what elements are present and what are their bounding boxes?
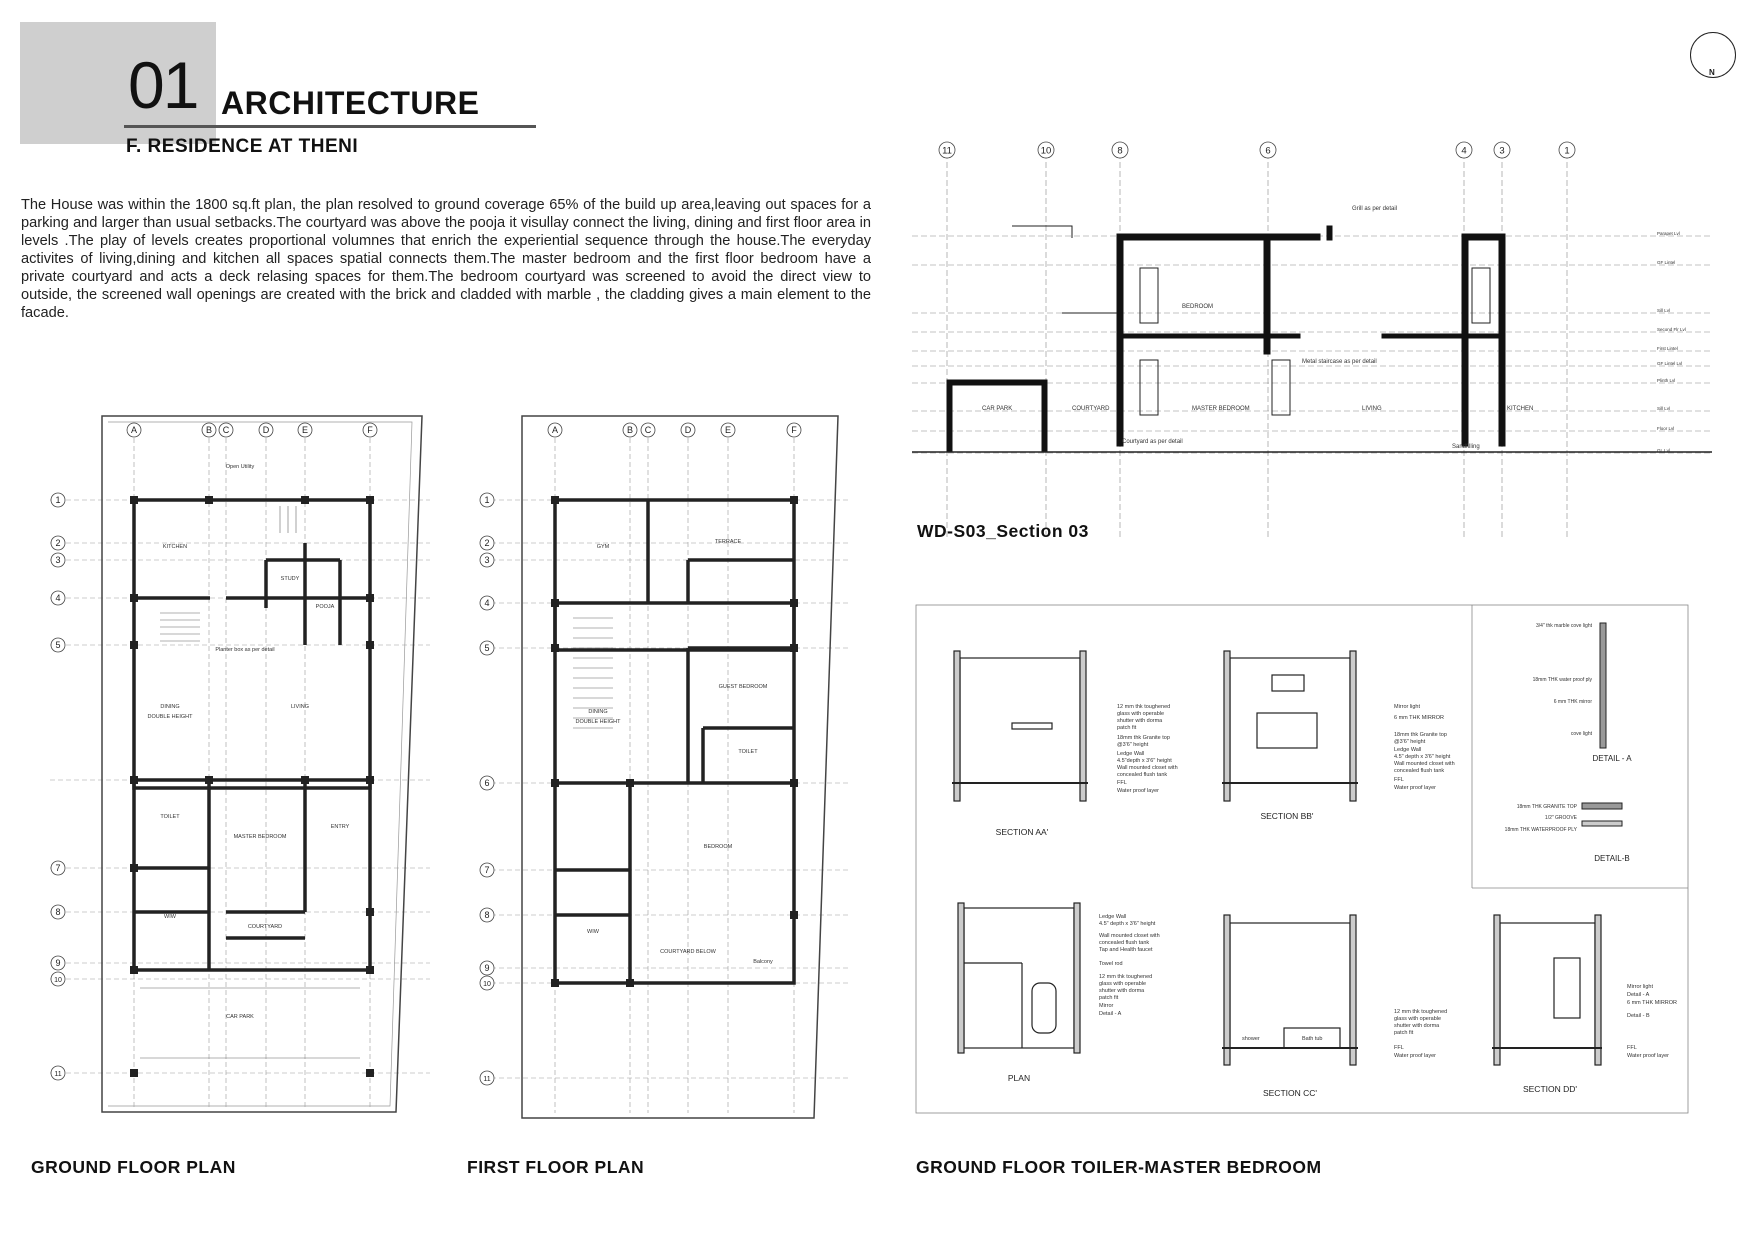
sec-label-grill: Grill as per detail — [1352, 206, 1398, 212]
plan-title: PLAN — [1007, 1073, 1031, 1083]
north-label: N — [1709, 68, 1715, 77]
sec-axis-11: 11 — [942, 145, 952, 157]
sec-axis-4: 4 — [1461, 145, 1467, 157]
sec-axis-6: 6 — [1265, 145, 1271, 157]
gf-label-living: LIVING — [290, 704, 310, 710]
ff-label-dining: DINING — [588, 709, 608, 715]
plan-note-8: shutter with dorma — [1099, 988, 1145, 994]
gf-grid-3: 3 — [55, 555, 61, 565]
ff-label-wiw: WIW — [587, 929, 599, 935]
gf-label-utility: Open Utility — [225, 464, 255, 470]
gf-label-courtyard: COURTYARD — [247, 924, 283, 930]
ff-grid-d: D — [684, 425, 692, 435]
ff-grid-c: C — [644, 425, 652, 435]
plan-note-1: 4.5" depth x 3'6" height — [1099, 921, 1156, 927]
sec-label-living: LIVING — [1362, 406, 1382, 412]
gf-grid-4: 4 — [55, 593, 61, 603]
sec-level-2: Sill Lvl — [1657, 308, 1671, 313]
gf-grid-7: 7 — [55, 863, 61, 873]
detail-a-note-3: cove light — [1570, 731, 1592, 737]
sec-label-staircase: Metal staircase as per detail — [1302, 359, 1377, 365]
sec-label-car-park: CAR PARK — [982, 406, 1013, 412]
plan-note-11: Detail - A — [1099, 1011, 1122, 1017]
sec-level-5: GF Lintel Lvl — [1657, 361, 1683, 366]
aa-note-1: glass with operable — [1117, 711, 1165, 717]
cc-note-3: patch fit — [1394, 1030, 1414, 1036]
aa-note-4: 18mm thk Granite top — [1117, 735, 1170, 741]
sec-level-9: GL Lvl — [1657, 448, 1670, 453]
sec-level-4: First Lintel — [1657, 346, 1678, 351]
cc-note-0: 12 mm thk toughened — [1394, 1009, 1448, 1015]
aa-note-3: patch fit — [1117, 725, 1137, 731]
sec-level-0: Parapet Lvl — [1657, 231, 1680, 236]
sec-axis-10: 10 — [1040, 145, 1052, 157]
sec-label-bedroom: BEDROOM — [1182, 304, 1214, 310]
plan-note-4: Tap and Health faucet — [1099, 947, 1153, 953]
dd-note-0: Mirror light — [1627, 984, 1653, 990]
section-bb-title: SECTION BB' — [1260, 811, 1314, 821]
plan-note-7: glass with operable — [1099, 981, 1147, 987]
ff-grid-8: 8 — [484, 910, 490, 920]
gf-label-double-height: DOUBLE HEIGHT — [147, 714, 193, 720]
bb-note-2: 18mm thk Granite top — [1394, 732, 1447, 738]
north-arrow-icon — [1690, 32, 1736, 78]
gf-grid-8: 8 — [55, 907, 61, 917]
dd-note-4: FFL — [1627, 1045, 1637, 1051]
ff-grid-10: 10 — [483, 981, 491, 988]
gf-label-master-bedroom: MASTER BEDROOM — [233, 834, 287, 840]
detail-a-note-1: 18mm THK water proof ply — [1532, 677, 1592, 683]
project-description: The House was within the 1800 sq.ft plan, the plan resolved to ground coverage 65% of the build up area,leaving out spaces for a parking and larger than usual setbacks.The courtyard was above the pooja it visullay connect the living, dining and first floor area in levels .The play of levels creates proportional volumnes that enrich the experiential sequence through the house.The everyday activites of living,dining and kitchen all spaces spatial connects them.The master bedroom and the first floor bedroom have a private courtyard and acts a deck relasing spaces for them.The bedroom courtyard was screened to avoid the direct view to outside, the screened wall openings are created with the brick and cladded with marble , the cladding gives a main element to the facade. — [21, 197, 871, 321]
ff-grid-f: F — [791, 425, 797, 435]
bb-note-4: Ledge Wall — [1394, 747, 1422, 753]
section-cc-title: SECTION CC' — [1262, 1088, 1318, 1098]
detail-b-note-0: 18mm THK GRANITE TOP — [1516, 804, 1577, 810]
dd-note-2: 6 mm THK MIRROR — [1627, 1000, 1678, 1006]
gf-grid-f: F — [367, 425, 373, 435]
sec-label-courtyard: COURTYARD — [1072, 406, 1110, 412]
plan-note-5: Towel rod — [1099, 961, 1123, 967]
cc-note-5: Water proof layer — [1394, 1053, 1436, 1059]
sec-label-sandfilling: Sandfilling — [1452, 444, 1480, 450]
first-floor-plan — [478, 408, 858, 1130]
sec-level-1: GF Lintel — [1657, 260, 1676, 265]
page-title: ARCHITECTURE — [221, 85, 480, 121]
gf-label-study: STUDY — [280, 576, 300, 582]
gf-grid-d: D — [262, 425, 270, 435]
plan-note-9: patch fit — [1099, 995, 1119, 1001]
detail-a-title: DETAIL - A — [1592, 754, 1632, 763]
detail-a-note-0: 3/4" thk marble cove light — [1536, 623, 1592, 629]
bb-note-7: concealed flush tank — [1394, 768, 1445, 774]
gf-label-kitchen: KITCHEN — [162, 544, 188, 550]
aa-note-7: 4.5"depth x 3'6" height — [1117, 758, 1172, 764]
aa-note-5: @3'6" height — [1117, 742, 1149, 748]
gf-label-dining: DINING — [160, 704, 180, 710]
gf-label-entry: ENTRY — [330, 824, 350, 830]
cc-note-4: FFL — [1394, 1045, 1404, 1051]
bb-note-9: Water proof layer — [1394, 785, 1436, 791]
ground-floor-plan — [40, 408, 440, 1130]
dd-note-1: Detail - A — [1627, 992, 1650, 998]
section-caption: WD-S03_Section 03 — [917, 521, 1089, 541]
cc-note-7: Bath tub — [1302, 1036, 1323, 1042]
ff-label-double-height: DOUBLE HEIGHT — [575, 719, 621, 725]
bb-note-0: Mirror light — [1394, 704, 1420, 710]
toilet-detail-sheet — [912, 603, 1692, 1115]
plan-note-6: 12 mm thk toughened — [1099, 974, 1153, 980]
detail-b-title: DETAIL-B — [1594, 854, 1630, 863]
ff-grid-9: 9 — [484, 963, 490, 973]
gf-grid-11: 11 — [54, 1071, 62, 1078]
cc-note-2: shutter with dorma — [1394, 1023, 1440, 1029]
bb-note-8: FFL — [1394, 777, 1404, 783]
aa-note-11: Water proof layer — [1117, 788, 1159, 794]
ff-grid-b: B — [626, 425, 634, 435]
ff-grid-2: 2 — [484, 538, 490, 548]
gf-label-wiw: WIW — [164, 914, 176, 920]
sec-axis-3: 3 — [1499, 145, 1505, 157]
ff-grid-3: 3 — [484, 555, 490, 565]
gf-grid-2: 2 — [55, 538, 61, 548]
ff-grid-5: 5 — [484, 643, 490, 653]
gf-grid-a: A — [130, 425, 138, 435]
ff-grid-11: 11 — [483, 1076, 491, 1083]
bb-note-5: 4.5" depth x 3'6" height — [1394, 754, 1451, 760]
gf-grid-5: 5 — [55, 640, 61, 650]
bb-note-3: @3'6" height — [1394, 739, 1426, 745]
sec-level-8: Floor Lvl — [1657, 426, 1675, 431]
first-floor-caption: FIRST FLOOR PLAN — [467, 1157, 645, 1177]
gf-label-pooja: POOJA — [315, 604, 335, 610]
sec-level-3: Second Flr Lvl — [1657, 327, 1686, 332]
gf-label-planter: Planter box as per detail — [215, 647, 275, 653]
dd-note-5: Water proof layer — [1627, 1053, 1669, 1059]
section-dd-title: SECTION DD' — [1522, 1084, 1578, 1094]
ff-label-balcony: Balcony — [753, 959, 773, 965]
aa-note-0: 12 mm thk toughened — [1117, 704, 1171, 710]
ff-label-bedroom: BEDROOM — [703, 844, 733, 850]
ff-label-toilet: TOILET — [738, 749, 758, 755]
plan-note-3: concealed flush tank — [1099, 940, 1150, 946]
ff-grid-7: 7 — [484, 865, 490, 875]
sec-label-master-bedroom: MASTER BEDROOM — [1192, 406, 1250, 412]
detail-a-note-2: 6 mm THK mirror — [1553, 699, 1592, 705]
cc-note-1: glass with operable — [1394, 1016, 1442, 1022]
plan-note-0: Ledge Wall — [1099, 914, 1127, 920]
detail-b-note-1: 1/2" GROOVE — [1544, 815, 1577, 821]
aa-note-6: Ledge Wall — [1117, 751, 1145, 757]
sec-axis-8: 8 — [1117, 145, 1123, 157]
section-number: 01 — [128, 48, 198, 122]
project-subtitle: F. RESIDENCE AT THENI — [126, 136, 359, 157]
title-underline — [124, 125, 536, 128]
dd-note-3: Detail - B — [1627, 1013, 1650, 1019]
sec-level-6: Plinth Lvl — [1657, 378, 1676, 383]
sec-label-kitchen: KITCHEN — [1507, 406, 1534, 412]
ff-label-terrace: TERRACE — [714, 539, 742, 545]
section-aa-title: SECTION AA' — [995, 827, 1049, 837]
aa-note-8: Wall mounted closet with — [1117, 765, 1178, 771]
aa-note-9: concealed flush tank — [1117, 772, 1168, 778]
aa-note-2: shutter with dorma — [1117, 718, 1163, 724]
sec-axis-1: 1 — [1564, 145, 1570, 157]
ff-label-courtyard-below: COURTYARD BELOW — [660, 949, 716, 955]
ff-label-guest-bedroom: GUEST BEDROOM — [718, 684, 768, 690]
gf-grid-10: 10 — [54, 977, 62, 984]
sec-label-courtyard-detail: Courtyard as per detail — [1122, 439, 1183, 445]
bb-note-1: 6 mm THK MIRROR — [1394, 715, 1445, 721]
gf-label-toilet: TOILET — [160, 814, 180, 820]
gf-grid-1: 1 — [55, 495, 61, 505]
plan-note-2: Wall mounted closet with — [1099, 933, 1160, 939]
sec-level-7: Sill Lvl — [1657, 406, 1671, 411]
cc-note-6: shower — [1242, 1036, 1260, 1042]
gf-grid-c: C — [222, 425, 230, 435]
ff-label-gym: GYM — [596, 544, 610, 550]
section-drawing — [912, 138, 1727, 538]
detail-b-note-2: 18mm THK WATERPROOF PLY — [1504, 827, 1577, 833]
bb-note-6: Wall mounted closet with — [1394, 761, 1455, 767]
ff-grid-6: 6 — [484, 778, 490, 788]
ff-grid-1: 1 — [484, 495, 490, 505]
gf-grid-b: B — [205, 425, 213, 435]
ground-floor-caption: GROUND FLOOR PLAN — [31, 1157, 236, 1177]
ff-grid-4: 4 — [484, 598, 490, 608]
gf-grid-9: 9 — [55, 958, 61, 968]
ff-grid-e: E — [724, 425, 732, 435]
aa-note-10: FFL — [1117, 780, 1127, 786]
toilet-detail-caption: GROUND FLOOR TOILER-MASTER BEDROOM — [916, 1157, 1322, 1177]
gf-grid-e: E — [301, 425, 309, 435]
gf-label-car-park: CAR PARK — [226, 1014, 254, 1020]
plan-note-10: Mirror — [1099, 1003, 1114, 1009]
ff-grid-a: A — [551, 425, 559, 435]
